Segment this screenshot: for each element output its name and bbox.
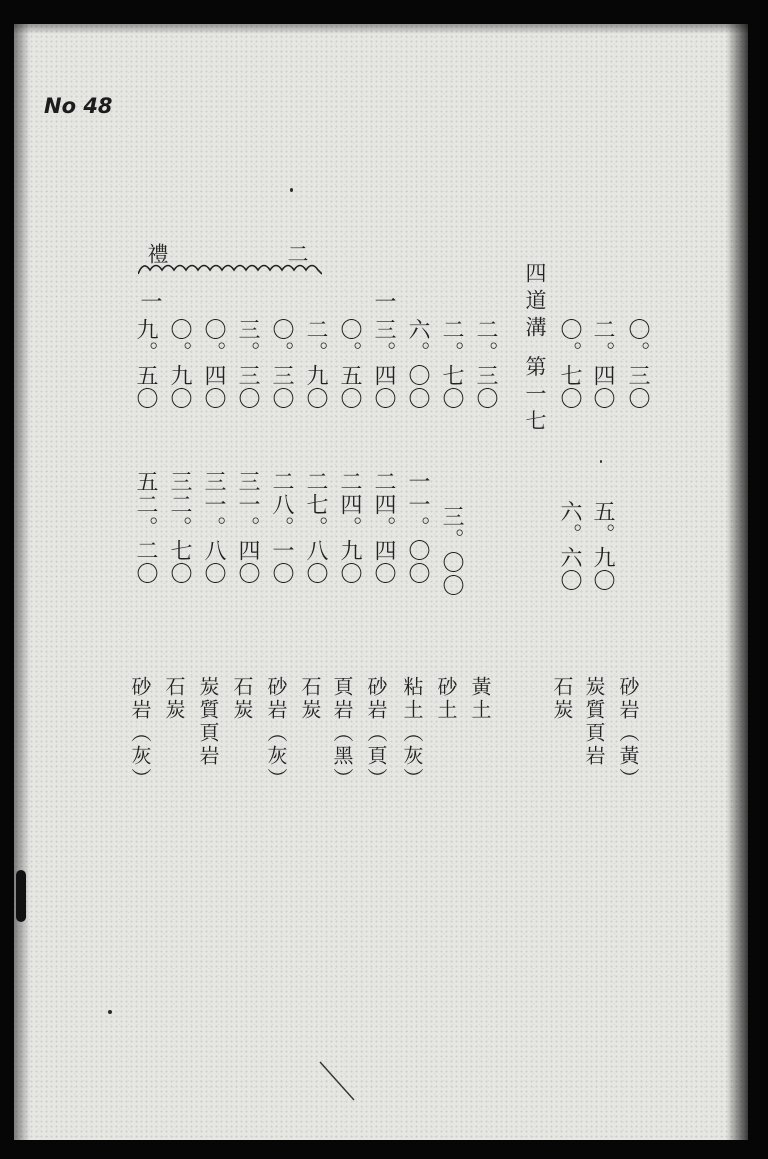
thickness-value: 〇。九〇 bbox=[167, 318, 192, 410]
rock-description: 炭質頁岩 bbox=[582, 676, 606, 768]
depth-value: 五。九〇 bbox=[590, 500, 615, 592]
page-number: No 48 bbox=[44, 94, 113, 118]
thickness-value: 九。五〇 bbox=[133, 318, 158, 410]
rock-description: 砂岩（灰） bbox=[128, 676, 152, 791]
page-shadow-left bbox=[14, 24, 30, 1140]
thickness-value: 〇。三〇 bbox=[625, 318, 650, 410]
depth-value: 三二。七〇 bbox=[167, 470, 192, 585]
thickness-value: 六。〇〇 bbox=[405, 318, 430, 410]
ink-speck bbox=[108, 1010, 112, 1014]
thickness-value: 三。三〇 bbox=[235, 318, 260, 410]
ink-speck bbox=[290, 188, 293, 192]
thickness-value: 二。三〇 bbox=[473, 318, 498, 410]
rock-description: 砂岩（黃） bbox=[616, 676, 640, 791]
row-marker: 一 bbox=[371, 290, 396, 312]
ink-speck bbox=[600, 460, 602, 463]
rock-description: 頁岩（黑） bbox=[330, 676, 354, 791]
depth-value: 一一。〇〇 bbox=[405, 470, 430, 585]
binding-hole bbox=[16, 870, 26, 922]
rock-description: 砂土 bbox=[434, 676, 458, 722]
thickness-value: 二。九〇 bbox=[303, 318, 328, 410]
rock-description: 石炭 bbox=[230, 676, 254, 722]
heading-brace bbox=[138, 262, 322, 276]
depth-value: 三一。四〇 bbox=[235, 470, 260, 585]
thickness-value: 〇。五〇 bbox=[337, 318, 362, 410]
heading-left: 禮 bbox=[145, 243, 169, 276]
rock-description: 炭質頁岩 bbox=[196, 676, 220, 768]
thickness-value: 〇。四〇 bbox=[201, 318, 226, 410]
rock-description: 砂岩（灰） bbox=[264, 676, 288, 791]
depth-value: 五二。二〇 bbox=[133, 470, 158, 585]
depth-value: 二四。四〇 bbox=[371, 470, 396, 585]
depth-value: 二四。九〇 bbox=[337, 470, 362, 585]
depth-value: 三。〇〇 bbox=[439, 505, 464, 597]
rock-description: 黃土 bbox=[468, 676, 492, 722]
heading-right: 二 bbox=[285, 243, 309, 276]
page-shadow-right bbox=[726, 24, 748, 1140]
thickness-value: 〇。七〇 bbox=[557, 318, 582, 410]
page-shadow-top bbox=[14, 24, 748, 34]
thickness-value: 三。四〇 bbox=[371, 318, 396, 410]
rock-description: 石炭 bbox=[550, 676, 574, 722]
row-marker: 一 bbox=[137, 290, 162, 312]
thickness-value: 二。七〇 bbox=[439, 318, 464, 410]
rock-description: 砂岩（頁） bbox=[364, 676, 388, 791]
rock-description: 石炭 bbox=[298, 676, 322, 722]
rock-description: 粘土（灰） bbox=[400, 676, 424, 791]
depth-value: 二七。八〇 bbox=[303, 470, 328, 585]
ink-stroke bbox=[318, 1060, 358, 1104]
depth-value: 二八。一〇 bbox=[269, 470, 294, 585]
rock-description: 石炭 bbox=[162, 676, 186, 722]
section-title: 四道溝 第一七 bbox=[523, 262, 547, 437]
thickness-value: 〇。三〇 bbox=[269, 318, 294, 410]
thickness-value: 二。四〇 bbox=[590, 318, 615, 410]
depth-value: 六。六〇 bbox=[557, 500, 582, 592]
depth-value: 三一。八〇 bbox=[201, 470, 226, 585]
